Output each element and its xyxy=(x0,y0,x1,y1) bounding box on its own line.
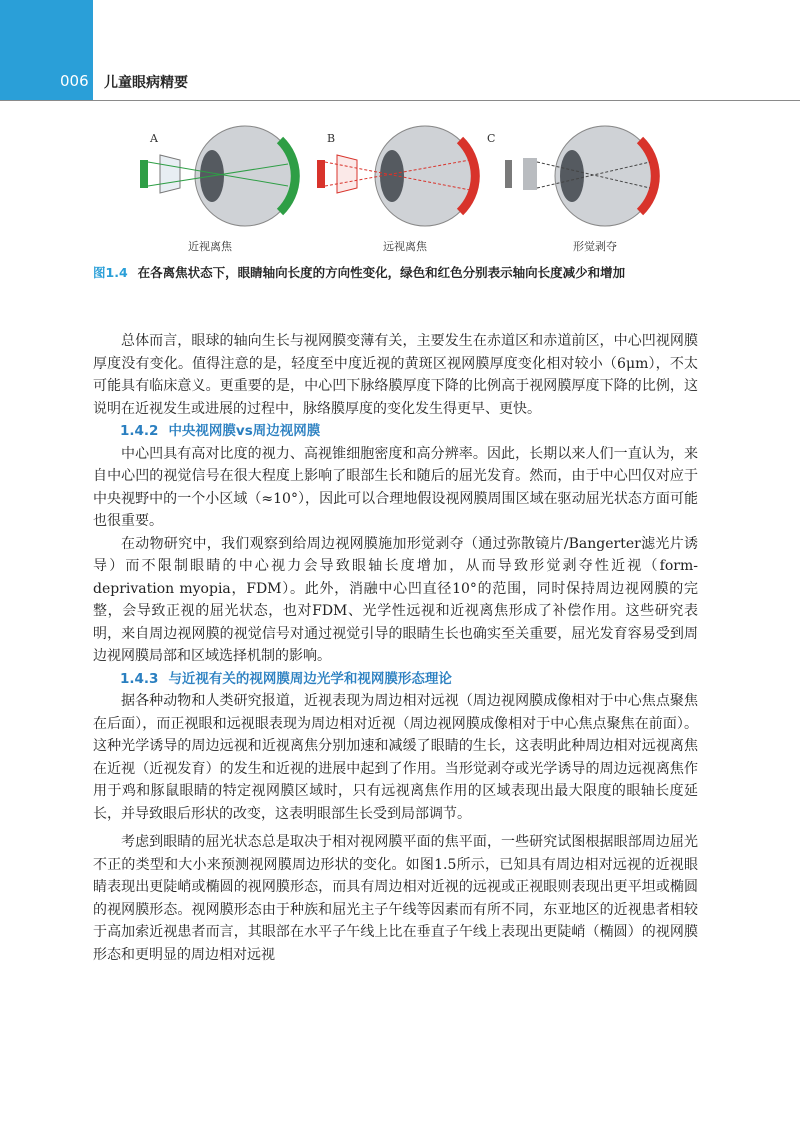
crystalline-lens-c xyxy=(560,150,584,202)
panel-caption-b: 远视离焦 xyxy=(383,240,427,253)
figure-panel-c xyxy=(487,110,685,255)
section-number: 1.4.3 xyxy=(120,670,159,687)
panel-caption-a: 近视离焦 xyxy=(188,240,232,253)
eye-diagram-a xyxy=(120,110,300,235)
diffuser-block-c xyxy=(523,158,537,190)
figure-panel-a xyxy=(120,110,300,255)
lens-outline-a xyxy=(160,155,180,193)
section-heading-1-4-3 xyxy=(93,668,698,691)
figure-1-4 xyxy=(120,110,700,255)
crystalline-lens-b xyxy=(380,150,404,202)
paragraph: 据各种动物和人类研究报道，近视表现为周边相对远视（周边视网膜成像相对于中心焦点聚焦在后面），而正视眼和远视眼表现为周边相对近视（周边视网膜成像相对于中心焦点聚焦在前面）。这种光学诱导的周边远视和近视离焦分别加速和减缓了眼睛的生长，这表明此种周边相对远视离焦在近视（近视发育）的发生和近视的进展中起到了作用。当形觉剥夺或光学诱导的周边远视离焦作用于鸡和豚鼠眼睛的特定视网膜区域时，只有远视离焦作用的区域表现出最大限度的眼轴长度延长，并导致眼后形状的改变，这表明眼部生长受到局部调节。 xyxy=(93,693,698,822)
book-title: 儿童眼病精要 xyxy=(104,75,188,91)
lens-red-b xyxy=(317,160,325,188)
panel-caption-c: 形觉剥夺 xyxy=(573,240,617,253)
paragraph: 中心凹具有高对比度的视力、高视锥细胞密度和高分辨率。因此，长期以来人们一直认为，来自中心凹的视觉信号在很大程度上影响了眼部生长和随后的屈光发育。然而，由于中心凹仅对应于中央视野中的一个小区域（≈10°），因此可以合理地假设视网膜周围区域在驱动屈光状态方面可能也很重要。 xyxy=(93,445,698,529)
panel-letter-b: B xyxy=(327,132,336,145)
paragraph: 总体而言，眼球的轴向生长与视网膜变薄有关，主要发生在赤道区和赤道前区，中心凹视网膜厚度没有变化。值得注意的是，轻度至中度近视的黄斑区视网膜厚度变化相对较小（6μm），不太可能具有临床意义。更重要的是，中心凹下脉络膜厚度下降的比例高于视网膜厚度下降的比例，这说明在近视发生或进展的过程中，脉络膜厚度的变化发生得更早、更快。 xyxy=(93,333,698,417)
section-heading-1-4-2 xyxy=(93,420,698,443)
page-number: 006 xyxy=(60,72,89,90)
lens-green-a xyxy=(140,160,148,188)
paragraph: 考虑到眼睛的屈光状态总是取决于相对视网膜平面的焦平面，一些研究试图根据眼部周边屈光不正的类型和大小来预测视网膜周边形状的变化。如图1.5所示，已知具有周边相对远视的近视眼睛表现出更陡峭或椭圆的视网膜形态，而具有周边相对近视的远视或正视眼则表现出更平坦或椭圆的视网膜形态。视网膜形态由于种族和屈光主子午线等因素而有所不同，东亚地区的近视患者相较于高加索近视患者而言，其眼部在水平子午线上比在垂直子午线上表现出更陡峭（椭圆）的视网膜形态和更明显的周边相对远视 xyxy=(93,834,698,963)
section-number: 1.4.2 xyxy=(120,423,159,439)
lens-outline-b xyxy=(337,155,357,193)
panel-letter-a: A xyxy=(150,132,158,145)
figure-panel-b xyxy=(315,110,495,255)
figure-caption xyxy=(93,262,703,283)
diffuser-c xyxy=(505,160,512,188)
body-text xyxy=(93,330,698,966)
figure-label: 图1.4 xyxy=(93,265,128,280)
header-divider xyxy=(0,100,800,101)
panel-letter-c: C xyxy=(487,132,496,145)
section-title: 与近视有关的视网膜周边光学和视网膜形态理论 xyxy=(168,670,452,687)
eye-diagram-b xyxy=(315,110,495,235)
paragraph: 在动物研究中，我们观察到给周边视网膜施加形觉剥夺（通过弥散镜片/Bangerter滤光片诱导）而不限制眼睛的中心视力会导致眼轴长度增加，从而导致形觉剥夺性近视（form-deprivation myopia，FDM）。此外，消融中心凹直径10°的范围，同时保持周边视网膜的完整，会导致正视的屈光状态，也对FDM、光学性远视和近视离焦形成了补偿作用。这些研究表明，来自周边视网膜的视觉信号对通过视觉引导的眼睛生长也确实至关重要，屈光发育容易受到周边视网膜局部和区域选择机制的影响。 xyxy=(93,535,698,664)
figure-caption-text: 在各离焦状态下，眼睛轴向长度的方向性变化，绿色和红色分别表示轴向长度减少和增加 xyxy=(137,265,626,280)
eye-diagram-c xyxy=(505,110,685,235)
section-title: 中央视网膜vs周边视网膜 xyxy=(168,423,321,439)
